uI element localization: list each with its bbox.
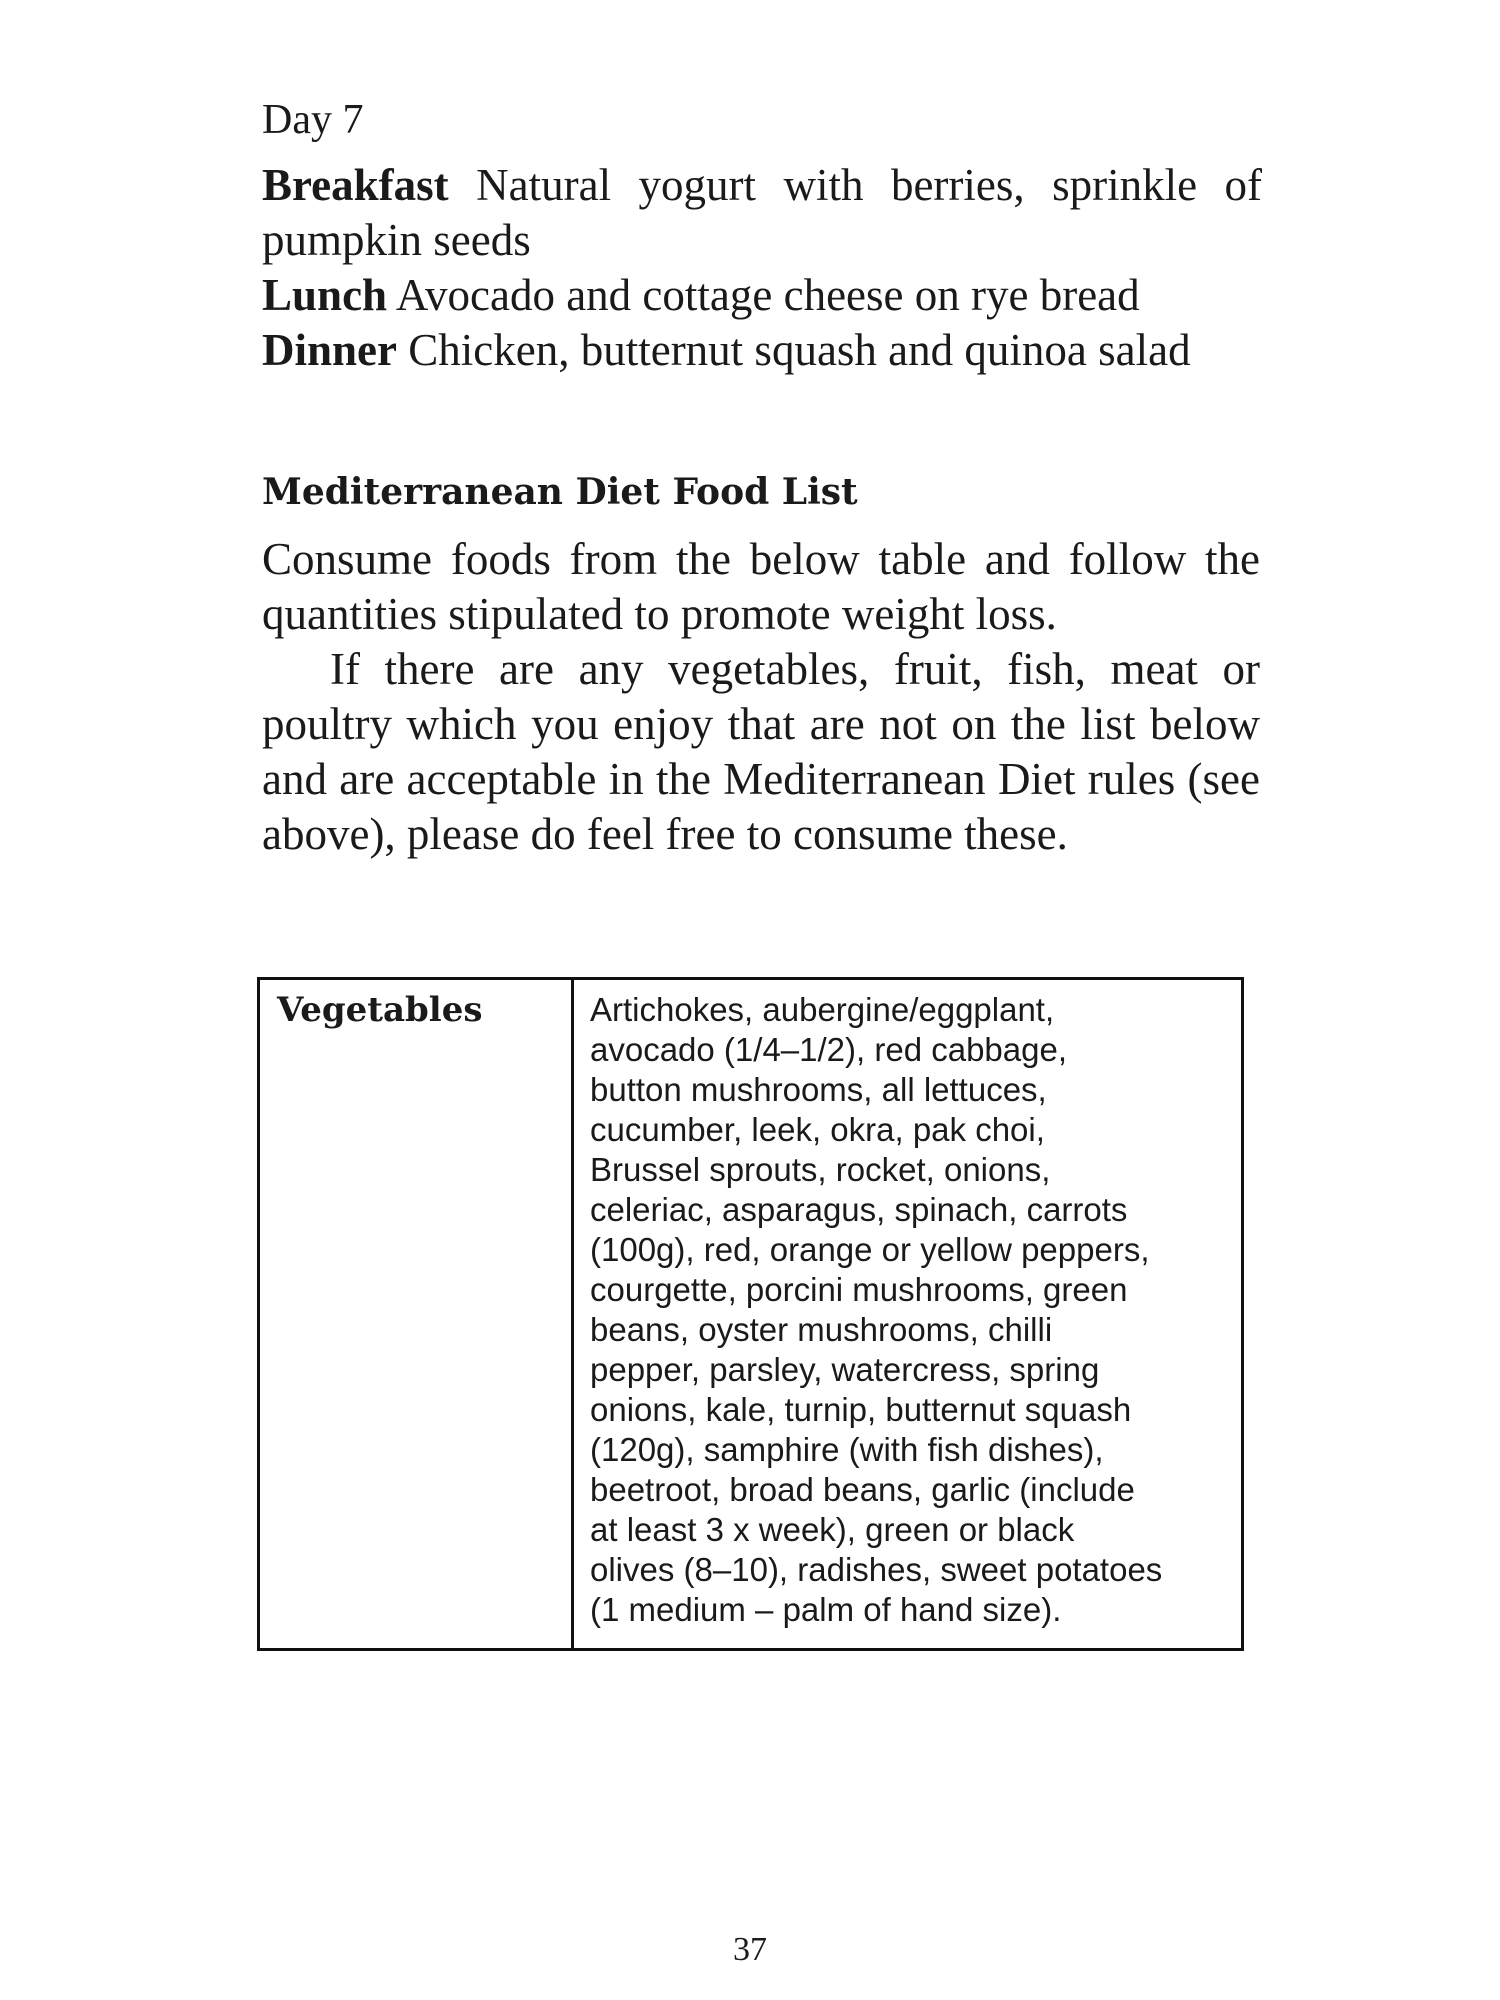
meal-breakfast: [262, 158, 1262, 268]
table-item-line: beetroot, broad beans, garlic (include: [590, 1471, 1135, 1508]
meal-list: [262, 158, 1262, 378]
meal-text: Chicken, butternut squash and quinoa salad: [408, 325, 1191, 375]
table-item-line: (100g), red, orange or yellow peppers,: [590, 1231, 1150, 1268]
table-item-line: courgette, porcini mushrooms, green: [590, 1271, 1128, 1308]
meal-label: Lunch: [262, 270, 388, 320]
intro-paragraph: If there are any vegetables, fruit, fish, meat or poultry which you enjoy that are not on the list below and are acceptable in the Mediterranean Diet rules (see above), please do feel free to consume these.: [262, 644, 1260, 859]
meal-lunch: [262, 268, 1262, 323]
table-item-line: at least 3 x week), green or black: [590, 1511, 1075, 1548]
table-category-cell: Vegetables: [260, 980, 574, 1648]
table-item-line: beans, oyster mushrooms, chilli: [590, 1311, 1053, 1348]
food-table: [257, 977, 1244, 1651]
intro-text: [262, 532, 1260, 862]
table-item-line: (120g), samphire (with fish dishes),: [590, 1431, 1104, 1468]
table-item-line: olives (8–10), radishes, sweet potatoes: [590, 1551, 1163, 1588]
table-item-line: onions, kale, turnip, butternut squash: [590, 1391, 1132, 1428]
section-heading: Mediterranean Diet Food List: [262, 471, 858, 513]
table-item-line: Brussel sprouts, rocket, onions,: [590, 1151, 1051, 1188]
table-item-line: Artichokes, aubergine/eggplant,: [590, 991, 1055, 1028]
meal-label: Breakfast: [262, 160, 449, 210]
meal-text: Natural yogurt with berries, sprinkle of pumpkin seeds: [262, 160, 1262, 265]
meal-text: Avocado and cottage cheese on rye bread: [395, 270, 1140, 320]
table-item-line: button mushrooms, all lettuces,: [590, 1071, 1047, 1108]
table-items-cell: [574, 980, 1241, 1648]
table-item-line: avocado (1/4–1/2), red cabbage,: [590, 1031, 1068, 1068]
table-item-line: cucumber, leek, okra, pak choi,: [590, 1111, 1045, 1148]
page-number: 37: [733, 1931, 767, 1968]
meal-dinner: [262, 323, 1262, 378]
day-heading: Day 7: [262, 97, 364, 143]
intro-paragraph: Consume foods from the below table and follow the quantities stipulated to promote weight loss.: [262, 534, 1260, 639]
table-item-line: celeriac, asparagus, spinach, carrots: [590, 1191, 1128, 1228]
meal-label: Dinner: [262, 325, 397, 375]
table-item-line: (1 medium – palm of hand size).: [590, 1591, 1062, 1628]
table-item-line: pepper, parsley, watercress, spring: [590, 1351, 1100, 1388]
